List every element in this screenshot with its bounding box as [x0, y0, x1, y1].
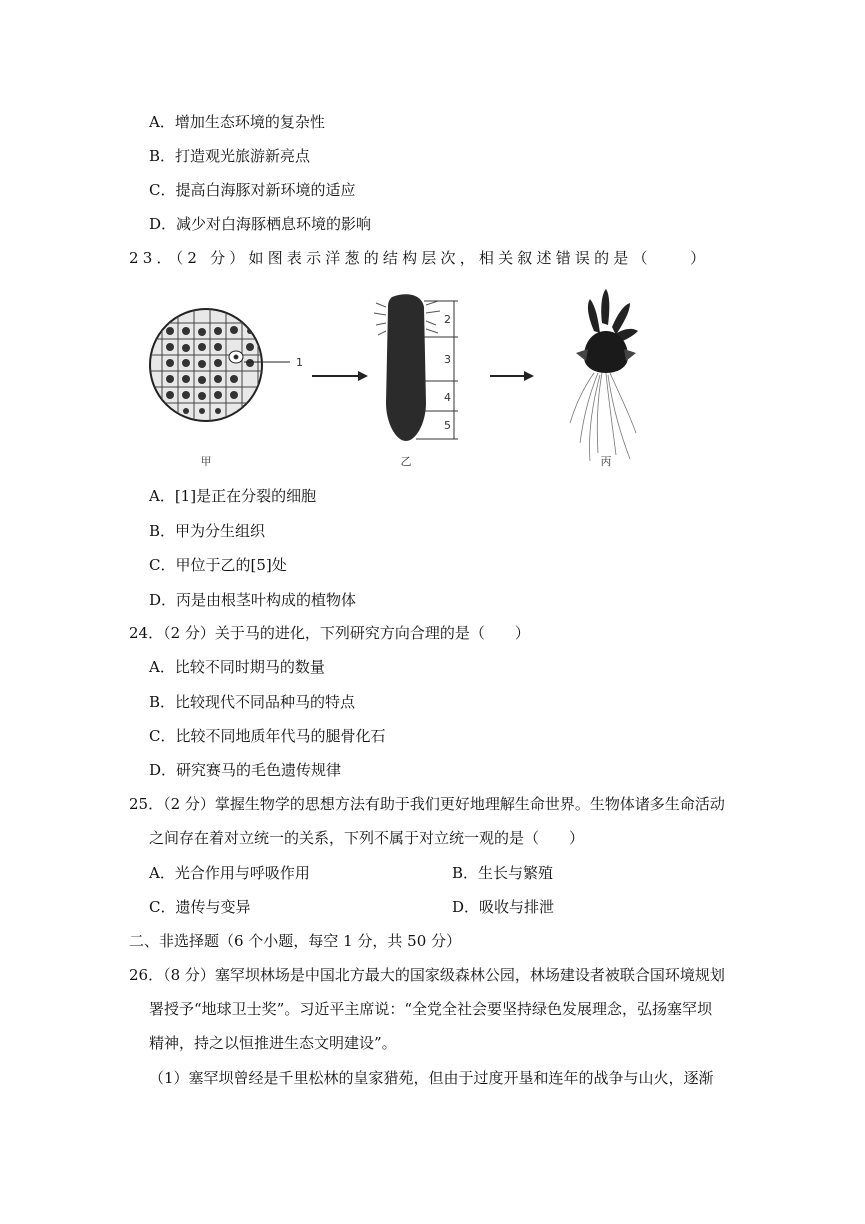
label-1: 1	[296, 356, 303, 369]
q25-option-d: D．吸收与排泄	[452, 898, 555, 916]
q24-option-d: D．研究赛马的毛色遗传规律	[149, 761, 342, 779]
label-bing: 丙	[600, 455, 612, 468]
q23-option-d: D．丙是由根茎叶构成的植物体	[149, 591, 357, 609]
q24-option-b: B．比较现代不同品种马的特点	[149, 693, 356, 711]
q24-stem: 24．（2 分）关于马的进化，下列研究方向合理的是（ ）	[129, 624, 530, 642]
q26-line4: （1）塞罕坝曾经是千里松林的皇家猎苑，但由于过度开垦和连年的战争与山火，逐渐	[149, 1069, 714, 1087]
q23-stem: 23．（2 分）如图表示洋葱的结构层次，相关叙述错误的是（ ）	[129, 249, 710, 267]
q22-option-d: D．减少对白海豚栖息环境的影响	[149, 215, 372, 233]
onion-structure-figure	[140, 283, 700, 473]
q26-line1: 26．（8 分）塞罕坝林场是中国北方最大的国家级森林公园，林场建设者被联合国环境规划	[129, 966, 725, 984]
q22-option-b: B．打造观光旅游新亮点	[149, 147, 311, 165]
q24-option-a: A．比较不同时期马的数量	[149, 658, 325, 676]
q25-stem-line1: 25．（2 分）掌握生物学的思想方法有助于我们更好地理解生命世界。生物体诸多生命活动	[129, 795, 725, 813]
label-5: 5	[444, 419, 451, 432]
root-tip-diagram	[374, 294, 458, 468]
q23-option-a: A．[1]是正在分裂的细胞	[149, 487, 317, 505]
cell-tissue-diagram	[150, 309, 303, 468]
q25-option-b: B．生长与繁殖	[452, 864, 554, 882]
label-3: 3	[444, 353, 451, 366]
arrow-right-icon	[490, 371, 534, 381]
label-2: 2	[444, 313, 451, 326]
arrow-right-icon	[312, 371, 368, 381]
q25-option-c: C．遗传与变异	[149, 898, 251, 916]
onion-plant-diagram	[570, 289, 638, 468]
q25-option-a: A．光合作用与呼吸作用	[149, 864, 310, 882]
q26-line3: 精神，持之以恒推进生态文明建设”。	[149, 1034, 397, 1052]
label-4: 4	[444, 391, 451, 404]
label-jia: 甲	[200, 455, 212, 468]
q22-option-a: A．增加生态环境的复杂性	[149, 113, 325, 131]
q23-option-c: C．甲位于乙的[5]处	[149, 556, 287, 574]
section-title: 二、非选择题（6 个小题，每空 1 分，共 50 分）	[129, 932, 462, 950]
q23-option-b: B．甲为分生组织	[149, 522, 266, 540]
q22-option-c: C．提高白海豚对新环境的适应	[149, 181, 356, 199]
label-yi: 乙	[400, 455, 412, 468]
q26-line2: 署授予“地球卫士奖”。习近平主席说：“全党全社会要坚持绿色发展理念，弘扬塞罕坝	[149, 1000, 713, 1018]
q24-option-c: C．比较不同地质年代马的腿骨化石	[149, 727, 386, 745]
q25-stem-line2: 之间存在着对立统一的关系，下列不属于对立统一观的是（ ）	[149, 829, 585, 847]
